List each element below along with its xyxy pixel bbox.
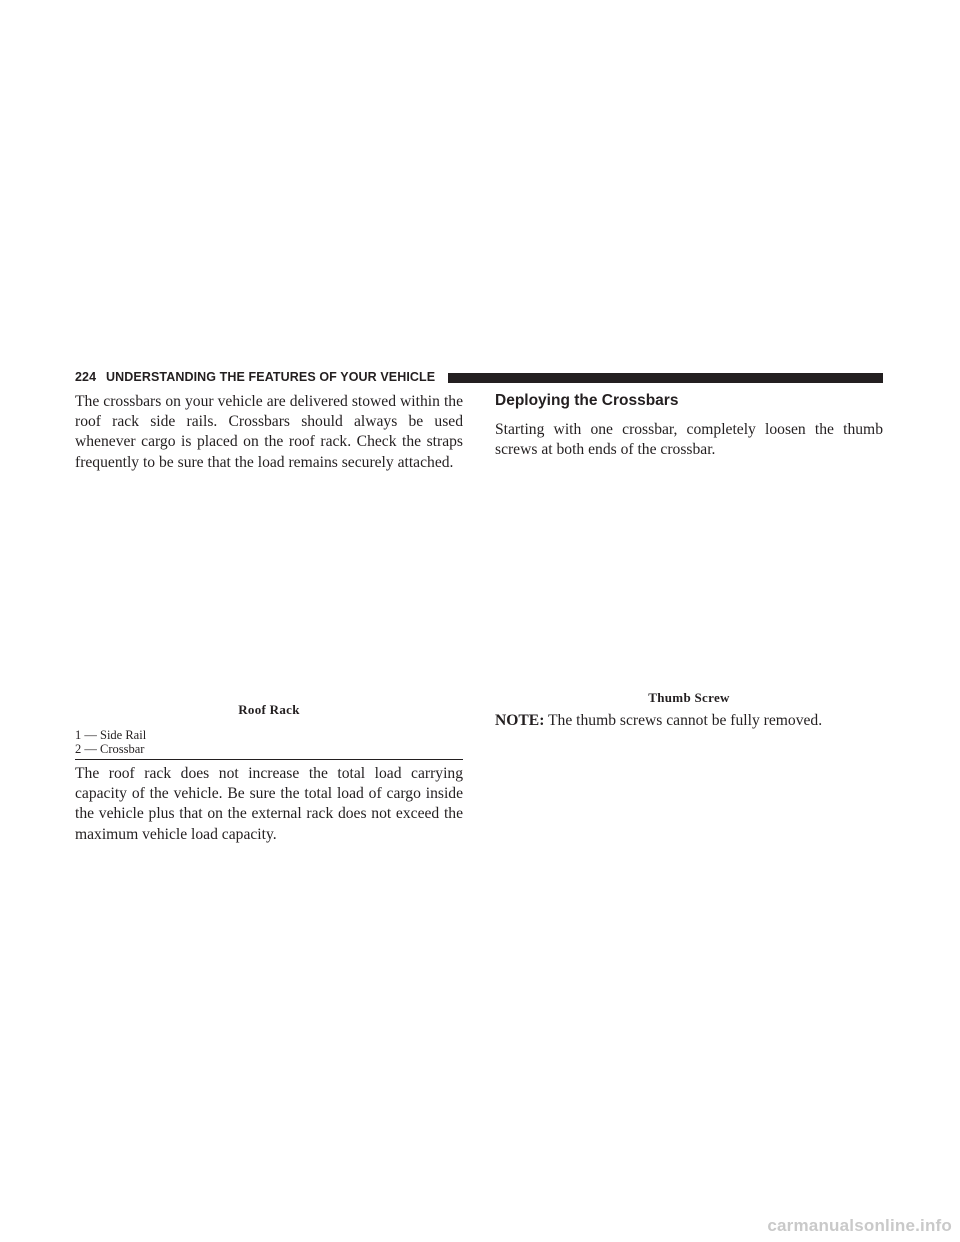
section-heading: Deploying the Crossbars <box>495 392 679 409</box>
note-block <box>495 711 883 731</box>
instruction-block <box>495 420 883 460</box>
thumb-screw-figure-caption: Thumb Screw <box>648 690 730 705</box>
watermark: carmanualsonline.info <box>767 1216 952 1235</box>
figure-legend <box>75 728 463 760</box>
legend-item-crossbar: 2 — Crossbar <box>75 742 145 756</box>
intro-paragraph: The crossbars on your vehicle are delivered stowed within the roof rack side rails. Crossbars should always be used whenever cargo is placed on the roof rack. Check the straps frequently to be sure that the load remains securely attached. <box>75 393 463 471</box>
section-title: UNDERSTANDING THE FEATURES OF YOUR VEHICLE <box>106 370 436 384</box>
page-number: 224 <box>75 370 97 384</box>
header-rule <box>448 373 883 383</box>
page-header <box>75 368 883 386</box>
outro-paragraph-block <box>75 764 463 845</box>
note-paragraph <box>495 711 883 731</box>
instruction-paragraph: Starting with one crossbar, completely loosen the thumb screws at both ends of the crossbar. <box>495 421 883 459</box>
note-label: NOTE: <box>495 712 545 729</box>
note-text: The thumb screws cannot be fully removed. <box>544 712 823 729</box>
roof-rack-figure-caption: Roof Rack <box>238 702 300 717</box>
outro-paragraph: The roof rack does not increase the total load carrying capacity of the vehicle. Be sure the total load of cargo inside the vehicle plus that on the external rack does not exceed the maximum vehicle load capacity. <box>75 765 463 843</box>
intro-paragraph-block <box>75 392 463 473</box>
legend-item-side-rail: 1 — Side Rail <box>75 728 147 742</box>
